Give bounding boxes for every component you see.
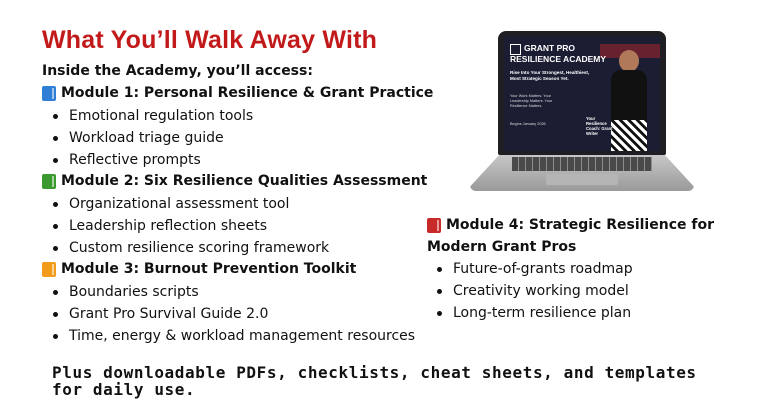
module-3-list	[42, 281, 415, 347]
list-item: Reflective prompts	[42, 149, 253, 171]
screen-subline: Your Work Matters. Your Leadership Matters. Your Resilience Matters.	[510, 94, 553, 108]
module-4-label-line1: Module 4: Strategic Resilience for	[446, 217, 714, 233]
list-item: Grant Pro Survival Guide 2.0	[42, 303, 415, 325]
intro-text: Inside the Academy, you’ll access:	[42, 63, 313, 79]
module-3-heading	[42, 261, 356, 277]
list-item: Custom resilience scoring framework	[42, 237, 329, 259]
blue-book-icon	[42, 86, 56, 101]
list-item: Emotional regulation tools	[42, 105, 253, 127]
laptop-keyboard	[512, 157, 652, 171]
laptop-trackpad	[546, 174, 618, 185]
module-4-label-line2: Modern Grant Pros	[427, 239, 577, 255]
logo-line-1: GRANT PRO	[524, 43, 575, 53]
laptop-mockup	[470, 31, 694, 193]
list-item: Time, energy & workload management resources	[42, 325, 415, 347]
red-book-icon	[427, 218, 441, 233]
screen-tagline: Rise Into Your Strongest, Healthiest, Most Strategic Season Yet.	[510, 70, 590, 81]
green-book-icon	[42, 174, 56, 189]
list-item: Boundaries scripts	[42, 281, 415, 303]
page-title: What You’ll Walk Away With	[42, 26, 378, 54]
screen-date: Begins January 2026	[510, 122, 546, 126]
screen-host-caption: Your Resilience Coach: Grant Writer	[586, 116, 613, 136]
orange-book-icon	[42, 262, 56, 277]
footer-text	[52, 364, 697, 398]
module-1-list	[42, 105, 253, 171]
module-4-list	[426, 258, 633, 324]
list-item: Workload triage guide	[42, 127, 253, 149]
footer-line-1: Plus downloadable PDFs, checklists, cheat sheets, and templates	[52, 363, 697, 382]
module-3-label: Module 3: Burnout Prevention Toolkit	[61, 261, 357, 277]
module-1-heading	[42, 85, 433, 101]
list-item: Future-of-grants roadmap	[426, 258, 633, 280]
logo-line-2: RESILIENCE ACADEMY	[510, 54, 607, 64]
list-item: Leadership reflection sheets	[42, 215, 329, 237]
laptop-lid	[498, 31, 666, 155]
academy-logo	[510, 44, 606, 64]
laptop-screen	[504, 36, 660, 151]
module-1-label: Module 1: Personal Resilience & Grant Practice	[61, 85, 434, 101]
footer-line-2: for daily use.	[52, 380, 196, 399]
list-item: Long-term resilience plan	[426, 302, 633, 324]
list-item: Organizational assessment tool	[42, 193, 329, 215]
module-2-list	[42, 193, 329, 259]
list-item: Creativity working model	[426, 280, 633, 302]
module-4-heading	[427, 214, 714, 258]
module-2-label: Module 2: Six Resilience Qualities Assessment	[61, 173, 428, 189]
module-2-heading	[42, 173, 427, 189]
